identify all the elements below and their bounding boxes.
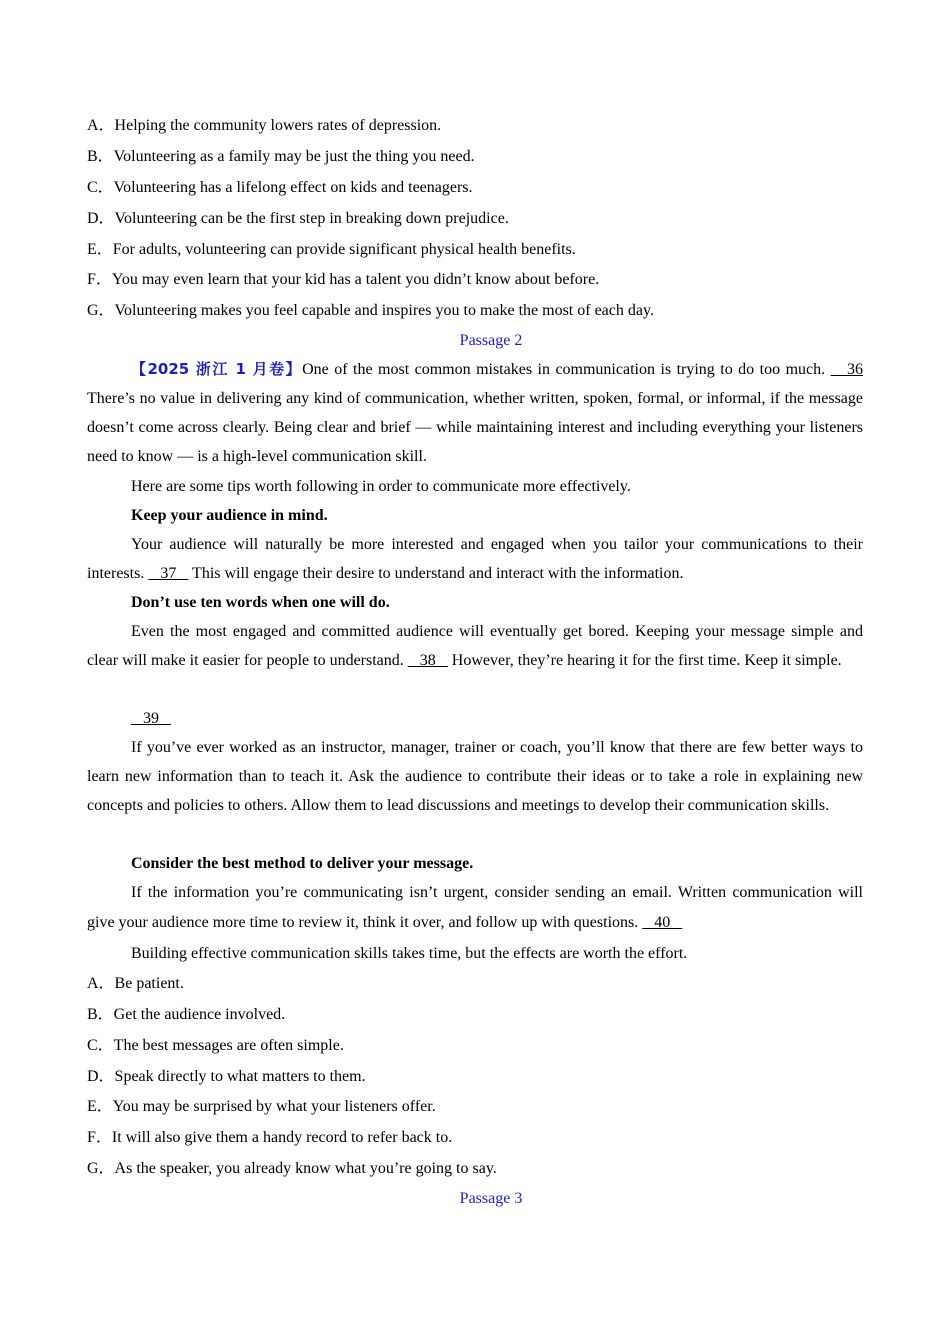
option-g: G．Volunteering makes you feel capable and inspires you to make the most of each day. bbox=[87, 302, 654, 319]
source-tag: 【2025 浙江 1 月卷】 bbox=[131, 360, 303, 378]
option-c: C．Volunteering has a lifelong effect on kids and teenagers. bbox=[87, 179, 473, 196]
passage-3-title: Passage 3 bbox=[459, 1190, 523, 1207]
blank-39: 39 bbox=[131, 710, 171, 727]
option-a: A．Helping the community lowers rates of depression. bbox=[87, 117, 442, 134]
blank-37: 37 bbox=[148, 565, 189, 582]
option-e: E．For adults, volunteering can provide significant physical health benefits. bbox=[87, 241, 576, 258]
option-b: B．Get the audience involved. bbox=[87, 1006, 286, 1023]
tip-heading-4: Consider the best method to deliver your message. bbox=[131, 855, 474, 872]
option-d: D．Speak directly to what matters to them. bbox=[87, 1068, 366, 1085]
passage-2-paragraph-5: If you’ve ever worked as an instructor, manager, trainer or coach, you’ll know that there are few better ways to learn new information than to teach it. Ask the audience to contribute their ideas or to take a role in explaining new concepts and policies to others. Allow them to lead discussions and meetings to develop their communication skills. bbox=[87, 739, 863, 814]
option-b: B．Volunteering as a family may be just the thing you need. bbox=[87, 148, 475, 165]
option-a: A．Be patient. bbox=[87, 975, 184, 992]
passage-2-title: Passage 2 bbox=[459, 332, 523, 349]
passage-2-paragraph-4: Even the most engaged and committed audience will eventually get bored. Keeping your message simple and clear will make it easier for people to understand. 38 However, they’re hearing it for the first time. Keep it simple. bbox=[87, 623, 863, 669]
passage-2-paragraph-2: Here are some tips worth following in order to communicate more effectively. bbox=[131, 478, 631, 495]
tip-heading-1: Keep your audience in mind. bbox=[131, 507, 328, 524]
option-d: D．Volunteering can be the first step in breaking down prejudice. bbox=[87, 210, 509, 227]
blank-38: 38 bbox=[407, 652, 448, 669]
blank-40: 40 bbox=[642, 914, 683, 931]
option-f: F．You may even learn that your kid has a talent you didn’t know about before. bbox=[87, 271, 600, 288]
passage-2-paragraph-6: If the information you’re communicating isn’t urgent, consider sending an email. Written communication will give your audience more time to review it, think it over, and follow up with questions. 40 bbox=[87, 884, 863, 931]
tip-heading-3 bbox=[87, 709, 907, 729]
option-c: C．The best messages are often simple. bbox=[87, 1037, 344, 1054]
passage-2-paragraph-3: Your audience will naturally be more interested and engaged when you tailor your communications to their interests. 37 This will engage their desire to understand and interact with the information. bbox=[87, 536, 863, 582]
option-g: G．As the speaker, you already know what you’re going to say. bbox=[87, 1160, 497, 1177]
tip-heading-2: Don’t use ten words when one will do. bbox=[131, 594, 390, 611]
passage-2-paragraph-7: Building effective communication skills takes time, but the effects are worth the effort. bbox=[131, 945, 688, 962]
blank-36: 36 bbox=[830, 361, 864, 378]
passage-2-paragraph-1: 【2025 浙江 1 月卷】One of the most common mistakes in communication is trying to do too much. 36 There’s no value in delivering any kind of communication, whether written, spoken, formal, or informal, if the message doesn’t come across clearly. Being clear and brief — while maintaining interest and including everything your listeners need to know — is a high-level communication skill. bbox=[87, 360, 864, 465]
option-f: F．It will also give them a handy record to refer back to. bbox=[87, 1129, 453, 1146]
option-e: E．You may be surprised by what your listeners offer. bbox=[87, 1098, 436, 1115]
